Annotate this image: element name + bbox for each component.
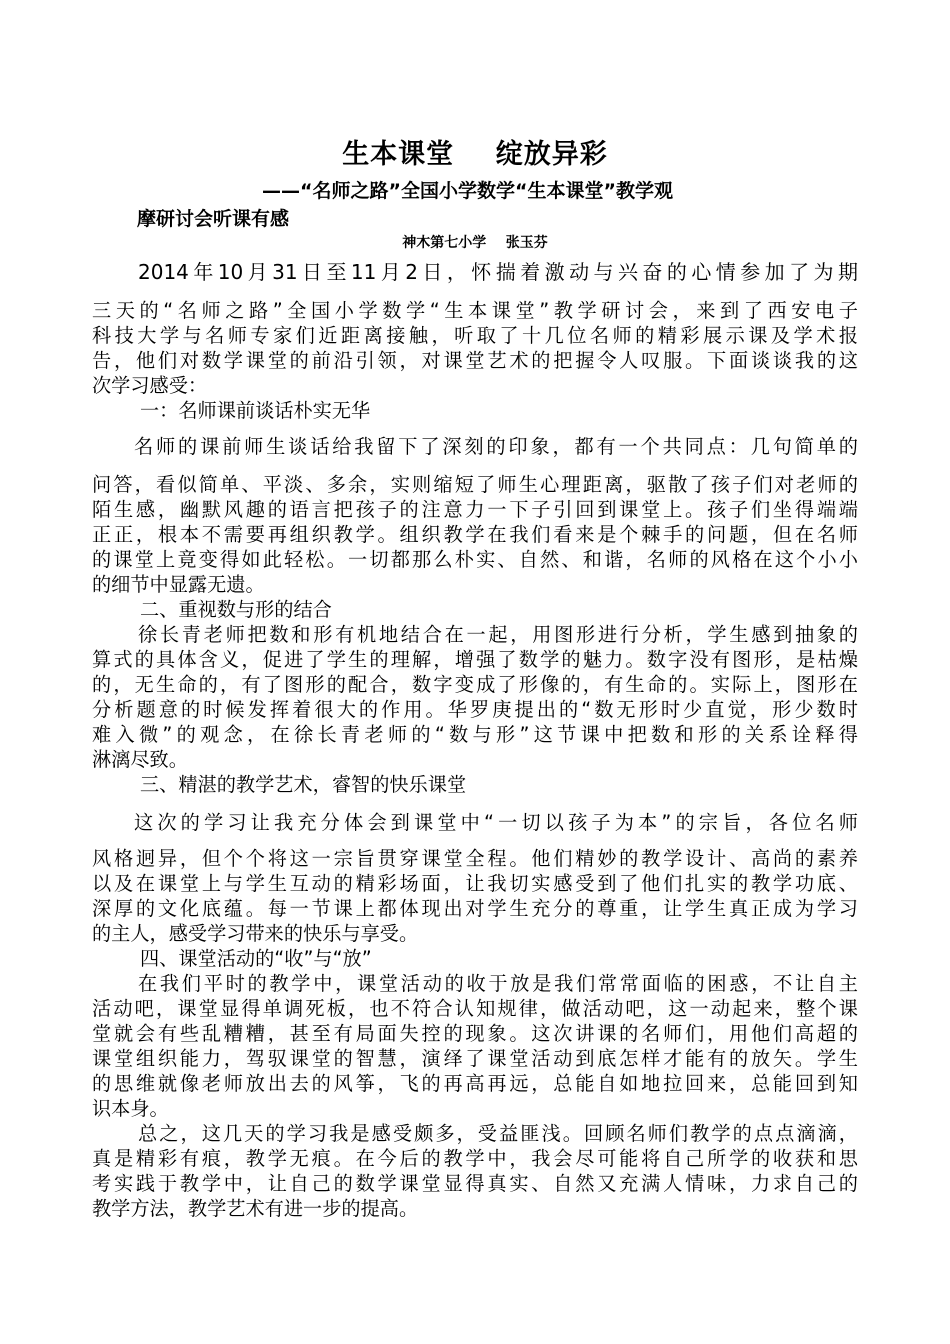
paragraph-line: 的课堂上竟变得如此轻松。一切都那么朴实、自然、和谐，名师的风格在这个小小 [92, 548, 858, 571]
conclusion-line: 考实践于教学中，让自己的数学课堂显得真实、自然又充满人情味，力求自己的 [92, 1172, 858, 1195]
paragraph-line: 深厚的文化底蕴。每一节课上都体现出对学生充分的尊重，让学生真正成为学习 [92, 897, 858, 920]
conclusion-line: 教学方法，教学艺术有进一步的提高。 [92, 1197, 419, 1220]
paragraph-line: 的，无生命的，有了图形的配合，数字变成了形像的，有生命的。实际上，图形在 [92, 673, 858, 696]
intro-line: 次学习感受： [92, 374, 208, 397]
paragraph-line: 堂就会有些乱糟糟，甚至有局面失控的现象。这次讲课的名师们，用他们高超的 [92, 1022, 858, 1045]
paragraph-line: 名师的课前师生谈话给我留下了深刻的印象，都有一个共同点：几句简单的 [134, 435, 858, 458]
paragraph-line: 的细节中显露无遗。 [92, 573, 265, 596]
paragraph-line: 徐长青老师把数和形有机地结合在一起，用图形进行分析，学生感到抽象的 [138, 623, 858, 646]
paragraph-line: 在我们平时的教学中，课堂活动的收于放是我们常常面临的困惑，不让自主 [138, 972, 858, 995]
paragraph-line: 淋漓尽致。 [92, 748, 188, 771]
paragraph-line: 分析题意的时候发挥着很大的作用。华罗庚提出的“数无形时少直觉，形少数时 [92, 698, 858, 721]
section-heading: 二、重视数与形的结合 [140, 598, 332, 621]
paragraph-line: 问答，看似简单、平淡、多余，实则缩短了师生心理距离，驱散了孩子们对老师的 [92, 473, 858, 496]
section-heading: 一：名师课前谈话朴实无华 [140, 399, 371, 422]
author-line: 神木第七小学 张玉芬 [402, 235, 548, 251]
paragraph-line: 正正，根本不需要再组织教学。组织教学在我们看来是个棘手的问题，但在名师 [92, 523, 858, 546]
paragraph-line: 风格迥异，但个个将这一宗旨贯穿课堂全程。他们精妙的教学设计、高尚的素养 [92, 847, 858, 870]
paragraph-line: 课堂组织能力，驾驭课堂的智慧，演绎了课堂活动到底怎样才能有的放矢。学生 [92, 1047, 858, 1070]
paragraph-line: 以及在课堂上与学生互动的精彩场面，让我切实感受到了他们扎实的教学功底、 [92, 872, 858, 895]
paragraph-line: 活动吧，课堂显得单调死板，也不符合认知规律，做活动吧，这一动起来，整个课 [92, 997, 858, 1020]
intro-line: 三天的“名师之路”全国小学数学“生本课堂”教学研讨会，来到了西安电子 [92, 299, 858, 322]
document-subtitle-line2: 摩研讨会听课有感 [137, 208, 290, 230]
paragraph-line: 的思维就像老师放出去的风筝，飞的再高再远，总能自如地拉回来，总能回到知 [92, 1072, 858, 1095]
paragraph-line: 难入微”的观念，在徐长青老师的“数与形”这节课中把数和形的关系诠释得 [92, 723, 858, 746]
paragraph-line: 识本身。 [92, 1097, 169, 1120]
paragraph-line: 陌生感，幽默风趣的语言把孩子的注意力一下子引回到课堂上。孩子们坐得端端 [92, 498, 858, 521]
paragraph-line: 算式的具体含义，促进了学生的理解，增强了数学的魅力。数字没有图形，是枯燥 [92, 648, 858, 671]
paragraph-line: 这次的学习让我充分体会到课堂中“一切以孩子为本”的宗旨，各位名师 [134, 811, 858, 834]
conclusion-line: 真是精彩有痕，教学无痕。在今后的教学中，我会尽可能将自己所学的收获和思 [92, 1147, 858, 1170]
intro-line: 2014年10月31日至11月2日，怀揣着激动与兴奋的心情参加了为期 [138, 260, 858, 284]
paragraph-line: 的主人，感受学习带来的快乐与享受。 [92, 922, 419, 945]
document-subtitle-line1: ——“名师之路”全国小学数学“生本课堂”教学观 [262, 180, 673, 202]
intro-line: 告，他们对数学课堂的前沿引领，对课堂艺术的把握令人叹服。下面谈谈我的这 [92, 349, 858, 372]
section-heading: 四、课堂活动的“收”与“放” [140, 947, 372, 970]
document-title: 生本课堂 绽放异彩 [342, 139, 608, 170]
conclusion-line: 总之，这几天的学习我是感受颇多，受益匪浅。回顾名师们教学的点点滴滴， [138, 1122, 858, 1145]
intro-line: 科技大学与名师专家们近距离接触，听取了十几位名师的精彩展示课及学术报 [92, 324, 858, 347]
section-heading: 三、精湛的教学艺术，睿智的快乐课堂 [140, 773, 467, 796]
